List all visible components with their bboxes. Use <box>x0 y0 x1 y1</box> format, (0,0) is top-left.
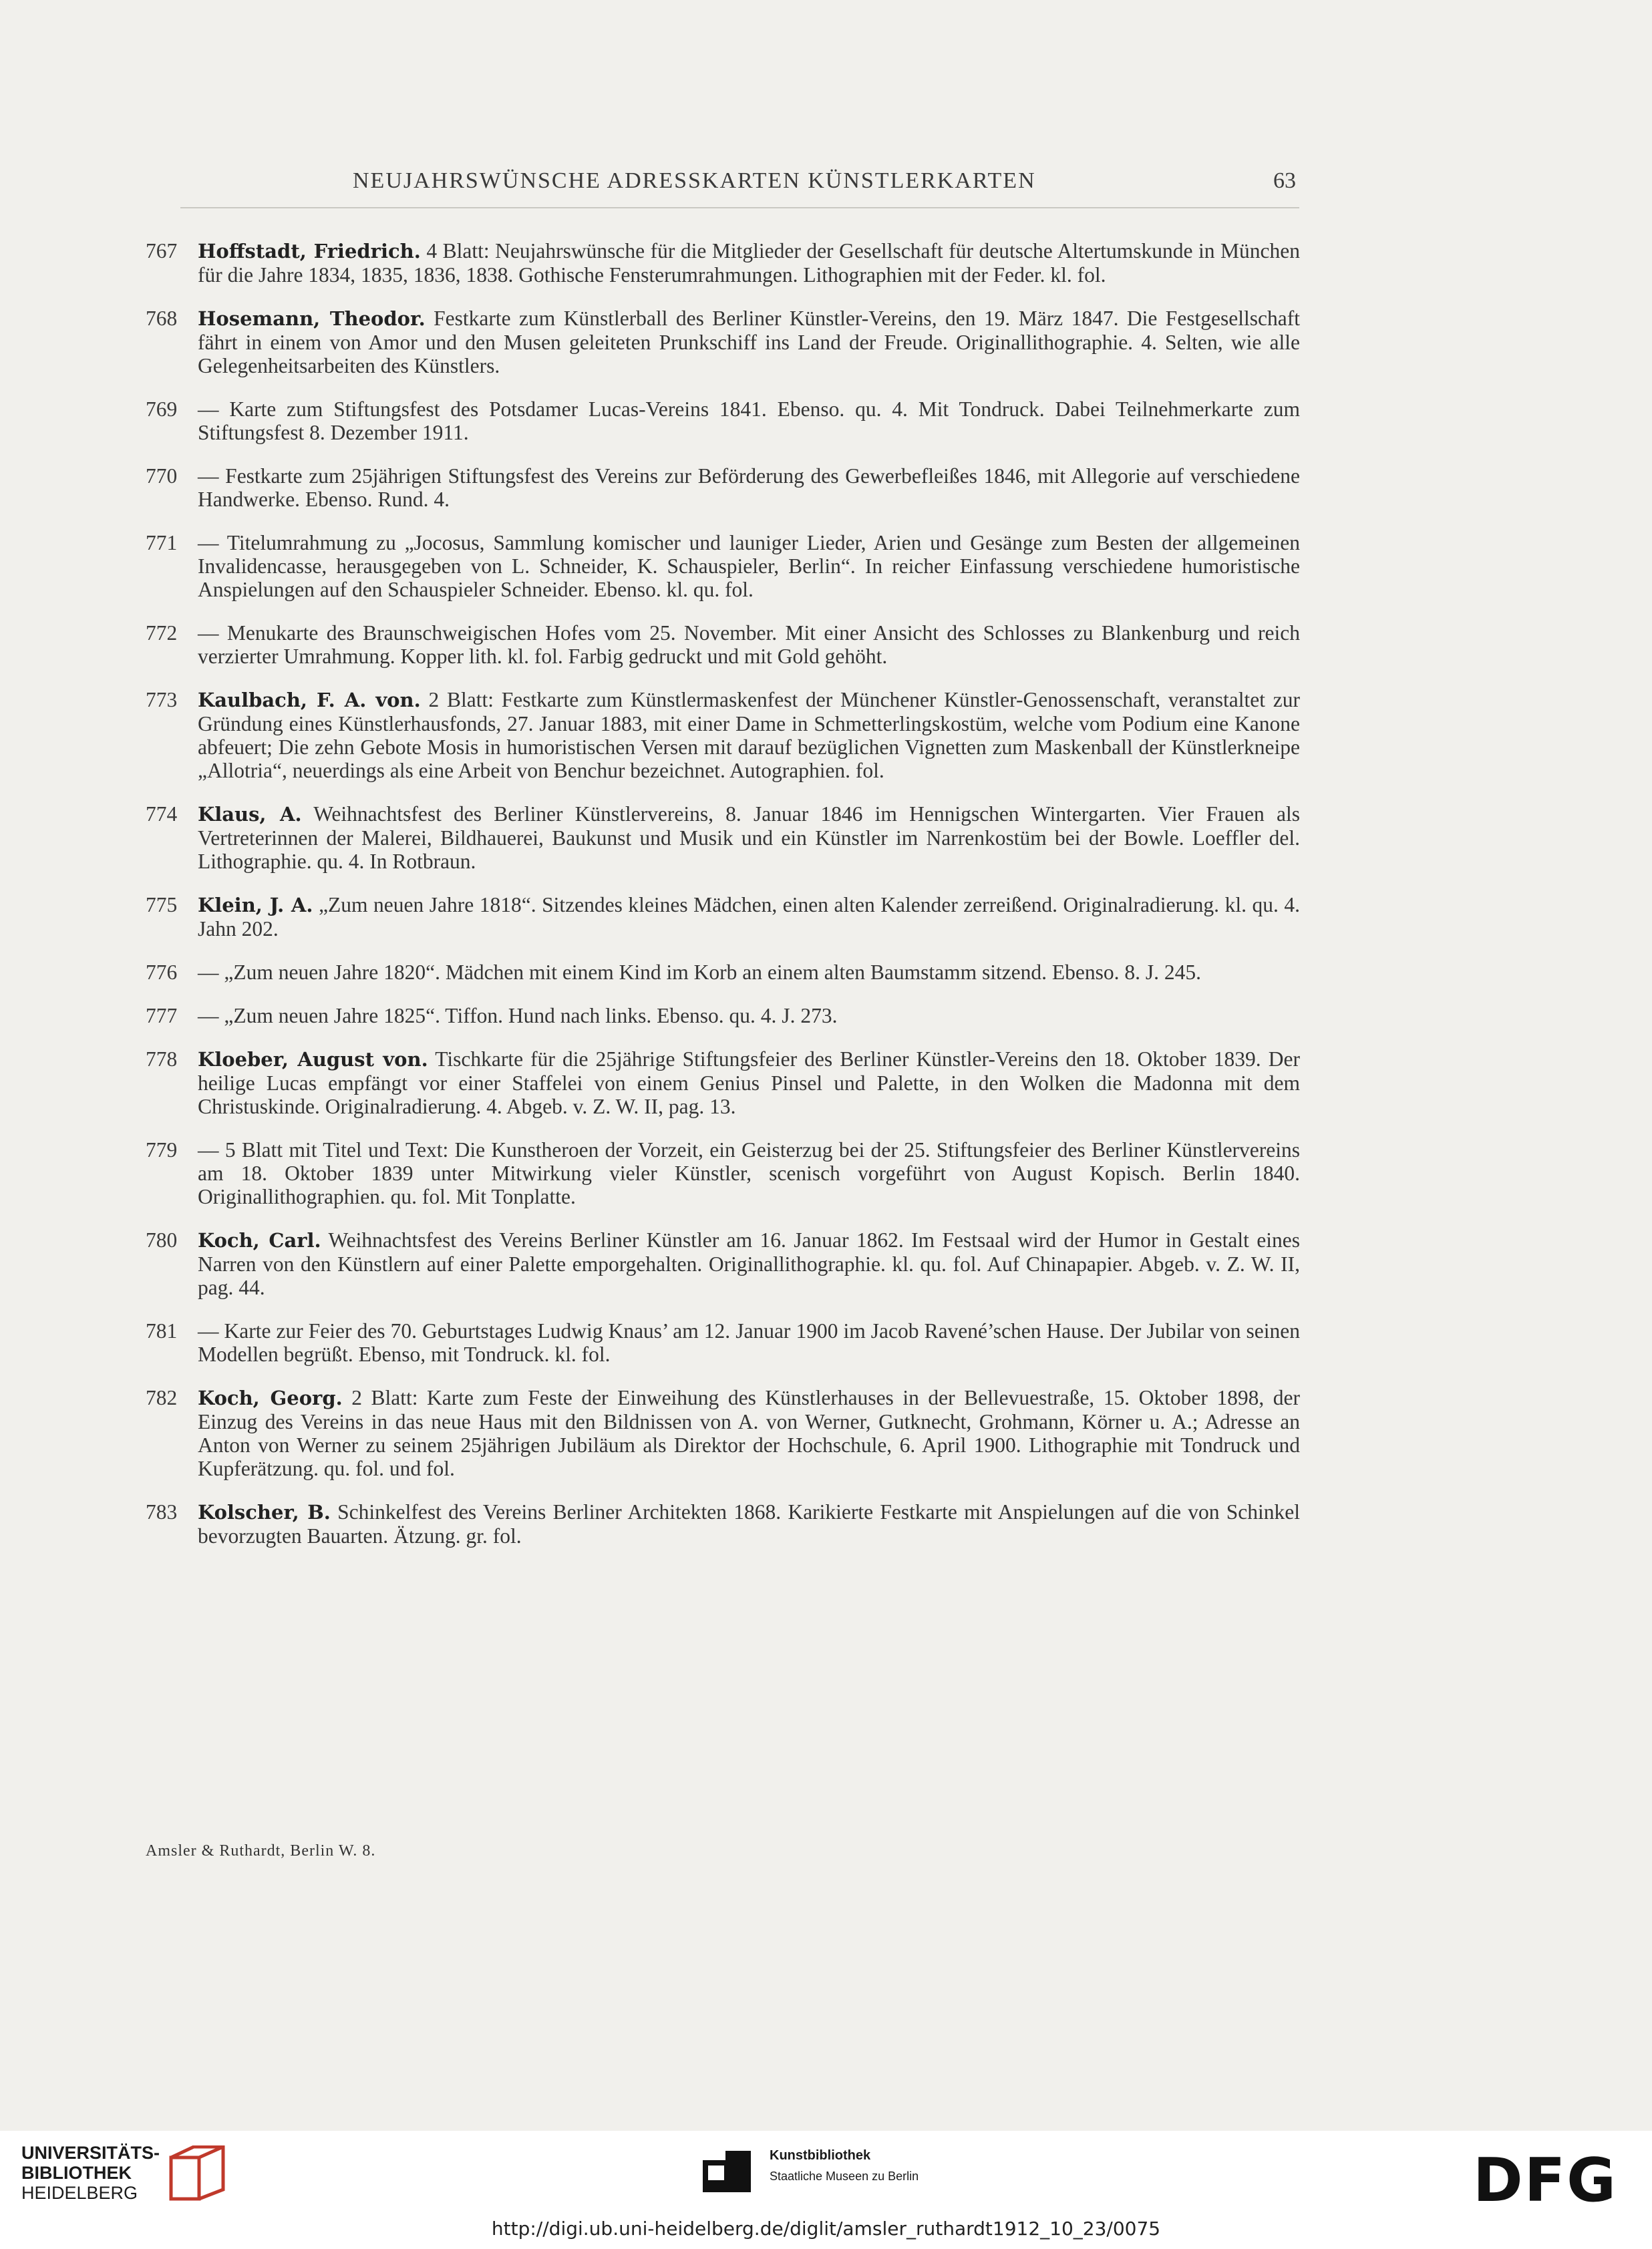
kunstbibliothek-name: Kunstbibliothek <box>770 2148 871 2163</box>
entry-description: — Titelumrahmung zu „Jocosus, Sammlung komischer und launiger Lieder, Arien und Gesänge zum Besten der allgemeinen Invalidencasse, herausgegeben von L. Schneider, K. Schauspieler, Berlin“. In reicher Einfassung verschiedene humoristische Anspielungen auf den Schauspieler Schneider. Ebenso. kl. qu. fol. <box>198 531 1300 601</box>
entry-description: — 5 Blatt mit Titel und Text: Die Kunstheroen der Vorzeit, ein Geisterzug bei der 25. Stiftungsfeier des Berliner Künstlervereins am 18. Oktober 1839 unter Mitwirkung vieler Künstler, scenisch vorgeführt von August Kopisch. Berlin 1840. Originallithographien. qu. fol. Mit Tonplatte. <box>198 1138 1300 1208</box>
entry-description: — Festkarte zum 25jährigen Stiftungsfest des Vereins zur Beförderung des Gewerbefleißes 1846, mit Allegorie auf verschiedene Handwerke. Ebenso. Rund. 4. <box>198 464 1300 511</box>
entry-number: 769 <box>146 397 178 421</box>
entry-number: 775 <box>146 893 178 916</box>
publisher-imprint: Amsler & Ruthardt, Berlin W. 8. <box>146 1842 376 1860</box>
kunstbibliothek-subtitle: Staatliche Museen zu Berlin <box>770 2170 919 2183</box>
catalog-entry-767 <box>146 239 1300 287</box>
entry-description: — „Zum neuen Jahre 1820“. Mädchen mit einem Kind im Korb an einem alten Baumstamm sitzend. Ebenso. 8. J. 245. <box>198 961 1202 984</box>
catalog-entry-779 <box>146 1138 1300 1208</box>
ub-heidelberg-logo[interactable] <box>21 2143 235 2203</box>
entry-number: 776 <box>146 961 178 984</box>
catalog-entry-776 <box>146 961 1300 984</box>
entry-description: — Karte zum Stiftungsfest des Potsdamer Lucas-Vereins 1841. Ebenso. qu. 4. Mit Tondruck. Dabei Teilnehmerkarte zum Stiftungsfest 8. Dezember 1911. <box>198 397 1300 444</box>
entry-description: Weihnachtsfest des Vereins Berliner Künstler am 16. Januar 1862. Im Festsaal wird der Humor in Gestalt eines Narren von den Künstlern auf einer Palette emporgehalten. Originallithographie. kl. qu. fol. Auf Chinapapier. Abgeb. v. Z. W. II, pag. 44. <box>198 1228 1300 1299</box>
uni-logo-line3: HEIDELBERG <box>21 2183 138 2203</box>
catalog-entry-778 <box>146 1047 1300 1118</box>
catalog-entry-780 <box>146 1228 1300 1299</box>
entry-description: 2 Blatt: Festkarte zum Künstlermaskenfest der Münchener Künstler-Genossenschaft, veranstaltet zur Gründung eines Künstlerhausfonds, 27. Januar 1883, mit einer Dame in Schmetterlingskostüm, welche vom Podium eine Kanone abfeuert; Die zehn Gebote Mosis in humoristischen Versen mit darauf bezüglichen Vignetten zum Maskenball der Künstlerkneipe „Allotria“, neuerdings als eine Arbeit von Benchur bezeichnet. Autographien. fol. <box>198 688 1301 782</box>
entry-number: 774 <box>146 802 178 826</box>
entry-artist-name: Kolscher, B. <box>198 1501 331 1524</box>
permalink-url[interactable]: http://digi.ub.uni-heidelberg.de/diglit/amsler_ruthardt1912_10_23/0075 <box>491 2218 1161 2240</box>
entry-description: 2 Blatt: Karte zum Feste der Einweihung des Künstlerhauses in der Bellevuestraße, 15. Oktober 1898, der Einzug des Vereins in das neue Haus mit den Bildnissen von A. von Werner, Gutknecht, Grohmann, Körner u. A.; Adresse an Anton von Werner zu seinem 25jährigen Jubiläum als Direktor der Hochschule, 6. April 1900. Lithographie mit Tondruck und Kupferätzung. qu. fol. und fol. <box>198 1386 1300 1480</box>
entry-number: 771 <box>146 531 178 554</box>
kunstbibliothek-logo[interactable] <box>703 2148 983 2195</box>
entry-description: 4 Blatt: Neujahrswünsche für die Mitglieder der Gesellschaft für deutsche Altertumskunde in München für die Jahre 1834, 1835, 1836, 1838. Gothische Fensterumrahmungen. Lithographien mit der Feder. kl. fol. <box>198 239 1300 287</box>
catalog-entry-772 <box>146 621 1300 668</box>
catalog-entry-777 <box>146 1004 1300 1027</box>
entry-number: 773 <box>146 688 178 711</box>
ub-heidelberg-logo-icon <box>167 2145 227 2203</box>
entry-description: „Zum neuen Jahre 1818“. Sitzendes kleines Mädchen, einen alten Kalender zerreißend. Originalradierung. kl. qu. 4. Jahn 202. <box>198 893 1301 940</box>
entry-number: 779 <box>146 1138 178 1162</box>
entry-description: Weihnachtsfest des Berliner Künstlervereins, 8. Januar 1846 im Hennigschen Wintergarten. Vier Frauen als Vertreterinnen der Malerei, Bildhauerei, Baukunst und Musik und ein Künstler im Narrenkostüm bei der Bowle. Loeffler del. Lithographie. qu. 4. In Rotbraun. <box>198 802 1300 873</box>
catalog-entry-775 <box>146 893 1300 940</box>
catalog-entry-768 <box>146 307 1300 377</box>
entry-description: Schinkelfest des Vereins Berliner Architekten 1868. Karikierte Festkarte mit Anspielungen auf die von Schinkel bevorzugten Bauarten. Ätzung. gr. fol. <box>198 1500 1300 1548</box>
header-rule <box>180 207 1299 208</box>
entry-number: 772 <box>146 621 178 645</box>
catalog-entry-770 <box>146 464 1300 511</box>
catalog-entry-774 <box>146 802 1300 873</box>
entry-description: — Karte zur Feier des 70. Geburtstages Ludwig Knaus’ am 12. Januar 1900 im Jacob Ravené’schen Hause. Der Jubilar von seinen Modellen begrüßt. Ebenso, mit Tondruck. kl. fol. <box>198 1319 1300 1366</box>
entry-description: — „Zum neuen Jahre 1825“. Tiffon. Hund nach links. Ebenso. qu. 4. J. 273. <box>198 1004 838 1027</box>
entry-number: 782 <box>146 1386 178 1409</box>
entry-artist-name: Koch, Georg. <box>198 1387 343 1409</box>
entry-artist-name: Kaulbach, F. A. von. <box>198 689 421 711</box>
entry-description: Tischkarte für die 25jährige Stiftungsfeier des Berliner Künstler-Vereins den 18. Oktober 1839. Der heilige Lucas empfängt vor einer Staffelei von einem Genius Pinsel und Palette, in den Wolken die Madonna mit dem Christuskinde. Originalradierung. 4. Abgeb. v. Z. W. II, pag. 13. <box>198 1047 1300 1118</box>
entry-number: 780 <box>146 1228 178 1252</box>
entry-artist-name: Klaus, A. <box>198 803 302 826</box>
uni-logo-line2: BIBLIOTHEK <box>21 2163 132 2183</box>
uni-logo-line1: UNIVERSITÄTS- <box>21 2143 160 2163</box>
catalog-entry-771 <box>146 531 1300 601</box>
entry-number: 770 <box>146 464 178 488</box>
catalog-entries <box>146 239 1300 1568</box>
entry-artist-name: Kloeber, August von. <box>198 1048 428 1071</box>
catalog-entry-781 <box>146 1319 1300 1366</box>
entry-number: 781 <box>146 1319 178 1343</box>
entry-number: 768 <box>146 307 178 330</box>
entry-artist-name: Klein, J. A. <box>198 894 313 916</box>
kunstbibliothek-logo-icon <box>703 2151 754 2192</box>
entry-artist-name: Hoffstadt, Friedrich. <box>198 240 421 263</box>
running-header <box>180 168 1296 200</box>
running-header-title: NEUJAHRSWÜNSCHE ADRESSKARTEN KÜNSTLERKARTEN <box>353 168 1036 193</box>
entry-artist-name: Koch, Carl. <box>198 1229 321 1252</box>
entry-artist-name: Hosemann, Theodor. <box>198 307 426 330</box>
entry-number: 783 <box>146 1500 178 1524</box>
catalog-entry-783 <box>146 1500 1300 1548</box>
entry-description: — Menukarte des Braunschweigischen Hofes vom 25. November. Mit einer Ansicht des Schlosses zu Blankenburg und reich verzierter Umrahmung. Kopper lith. kl. fol. Farbig gedruckt und mit Gold gehöht. <box>198 621 1300 668</box>
catalog-entry-782 <box>146 1386 1300 1480</box>
entry-number: 777 <box>146 1004 178 1027</box>
catalog-entry-773 <box>146 688 1300 782</box>
entry-number: 767 <box>146 239 178 263</box>
page-number: 63 <box>1273 168 1296 193</box>
entry-number: 778 <box>146 1047 178 1071</box>
catalog-entry-769 <box>146 397 1300 444</box>
entry-description: Festkarte zum Künstlerball des Berliner Künstler-Vereins, den 19. März 1847. Die Festgesellschaft fährt in einem von Amor und den Musen geleiteten Prunkschiff ins Land der Freude. Originallithographie. 4. Selten, wie alle Gelegenheitsarbeiten des Künstlers. <box>198 307 1300 377</box>
dfg-logo[interactable]: DFG <box>1473 2145 1618 2216</box>
